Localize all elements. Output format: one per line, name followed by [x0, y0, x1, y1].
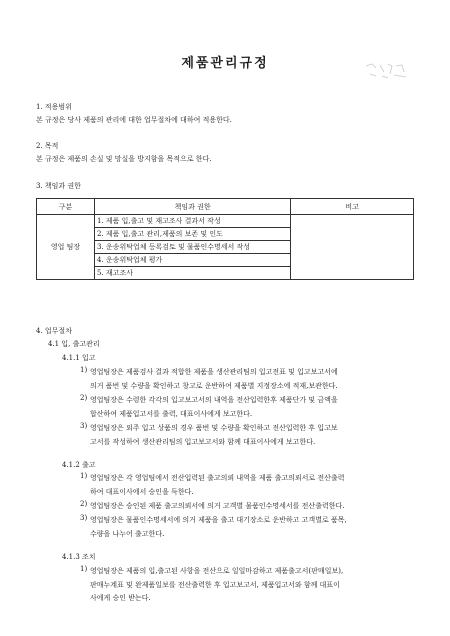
section-4-heading: 4. 업무절차: [36, 327, 72, 335]
table-header-remark: 비고: [291, 199, 414, 215]
faint-stamp-mark: [362, 60, 410, 82]
table-cell-role: 영업 팀장: [37, 215, 95, 280]
list-item: 3) 영업팀장은 물품인수명세서에 의거 제품을 출고 대기장소로 운반하고 고객별로 품목, 수량을 나누어 출고한다.: [80, 514, 347, 538]
table-header-category: 구분: [37, 199, 95, 215]
list-item: 2) 영업팀장은 승인된 제품 출고의뢰서에 의거 고객별 물품인수명세서를 전산출력한다.: [80, 500, 345, 510]
responsibility-table: [36, 198, 414, 280]
duty-item: 5. 재고조사: [97, 269, 133, 277]
subsection-4-1-heading: 4.1 입, 출고관리: [48, 340, 100, 348]
duty-item: 4. 운송위탁업체 평가: [95, 254, 290, 267]
subsection-4-1-1-heading: 4.1.1 입고: [62, 354, 96, 362]
duty-item: 3. 운송위탁업체 등록검토 및 물품인수명세서 작성: [95, 241, 290, 254]
list-item: 1) 영업팀장은 제품검사 결과 적합한 제품을 생산관리팀의 입고전표 및 입고보고서에 의거 품번 및 수량을 확인하고 창고로 운반하여 제품별 지정장소에 적재,보관한다.: [80, 366, 338, 390]
table-cell-duties: [95, 215, 291, 280]
table-header-row: [37, 199, 414, 215]
section-2-heading: 2. 목적: [36, 142, 59, 150]
table-header-duties: 책임과 권한: [95, 199, 291, 215]
document-title: 제품관리규정: [181, 56, 269, 71]
table-row: [37, 215, 414, 280]
duty-item: 2. 제품 입,출고 관리,제품의 보존 및 인도: [95, 228, 290, 241]
subsection-4-1-2-heading: 4.1.2 출고: [62, 461, 96, 469]
list-item: 1) 영업팀장은 각 영업팀에서 전산입력된 출고의뢰 내역을 제품 출고의뢰서로 전산출력 하여 대표이사에서 승인을 득한다.: [80, 472, 345, 496]
section-3-heading: 3. 책임과 권한: [36, 182, 81, 190]
section-1-body: 본 규정은 당사 제품의 관리에 대한 업무절차에 대하여 적용한다.: [36, 116, 232, 124]
section-2-body: 본 규정은 제품의 손실 및 망실을 방지함을 목적으로 한다.: [36, 155, 212, 163]
list-item: 2) 영업팀장은 수령한 각각의 입고보고서의 내역을 전산입력한후 제품단가 및 금액을 합산하여 제품입고서를 출력, 대표이사에게 보고한다.: [80, 394, 338, 418]
list-item: 1) 영업팀장은 제품의 입,출고된 사항을 전산으로 일일마감하고 제품출고서(판매일보), 판매누계표 및 완제품일보를 전산출력한 후 입고보고서, 제품입고서와 함께 대표이 사에게 승인 받는다.: [80, 565, 344, 602]
list-item: 3) 영업팀장은 외주 입고 상품의 경우 품번 및 수량을 확인하고 전산입력한 후 입고보 고서를 작성하여 생산관리팀의 입고보고서와 함께 대표이사에게 보고한다.: [80, 422, 338, 446]
subsection-4-1-3-heading: 4.1.3 조치: [62, 553, 96, 561]
section-1-heading: 1. 적용범위: [36, 103, 72, 111]
duty-item: 1. 제품 입,출고 및 재고조사 결과서 작성: [95, 215, 290, 228]
table-cell-remark: [291, 215, 414, 280]
